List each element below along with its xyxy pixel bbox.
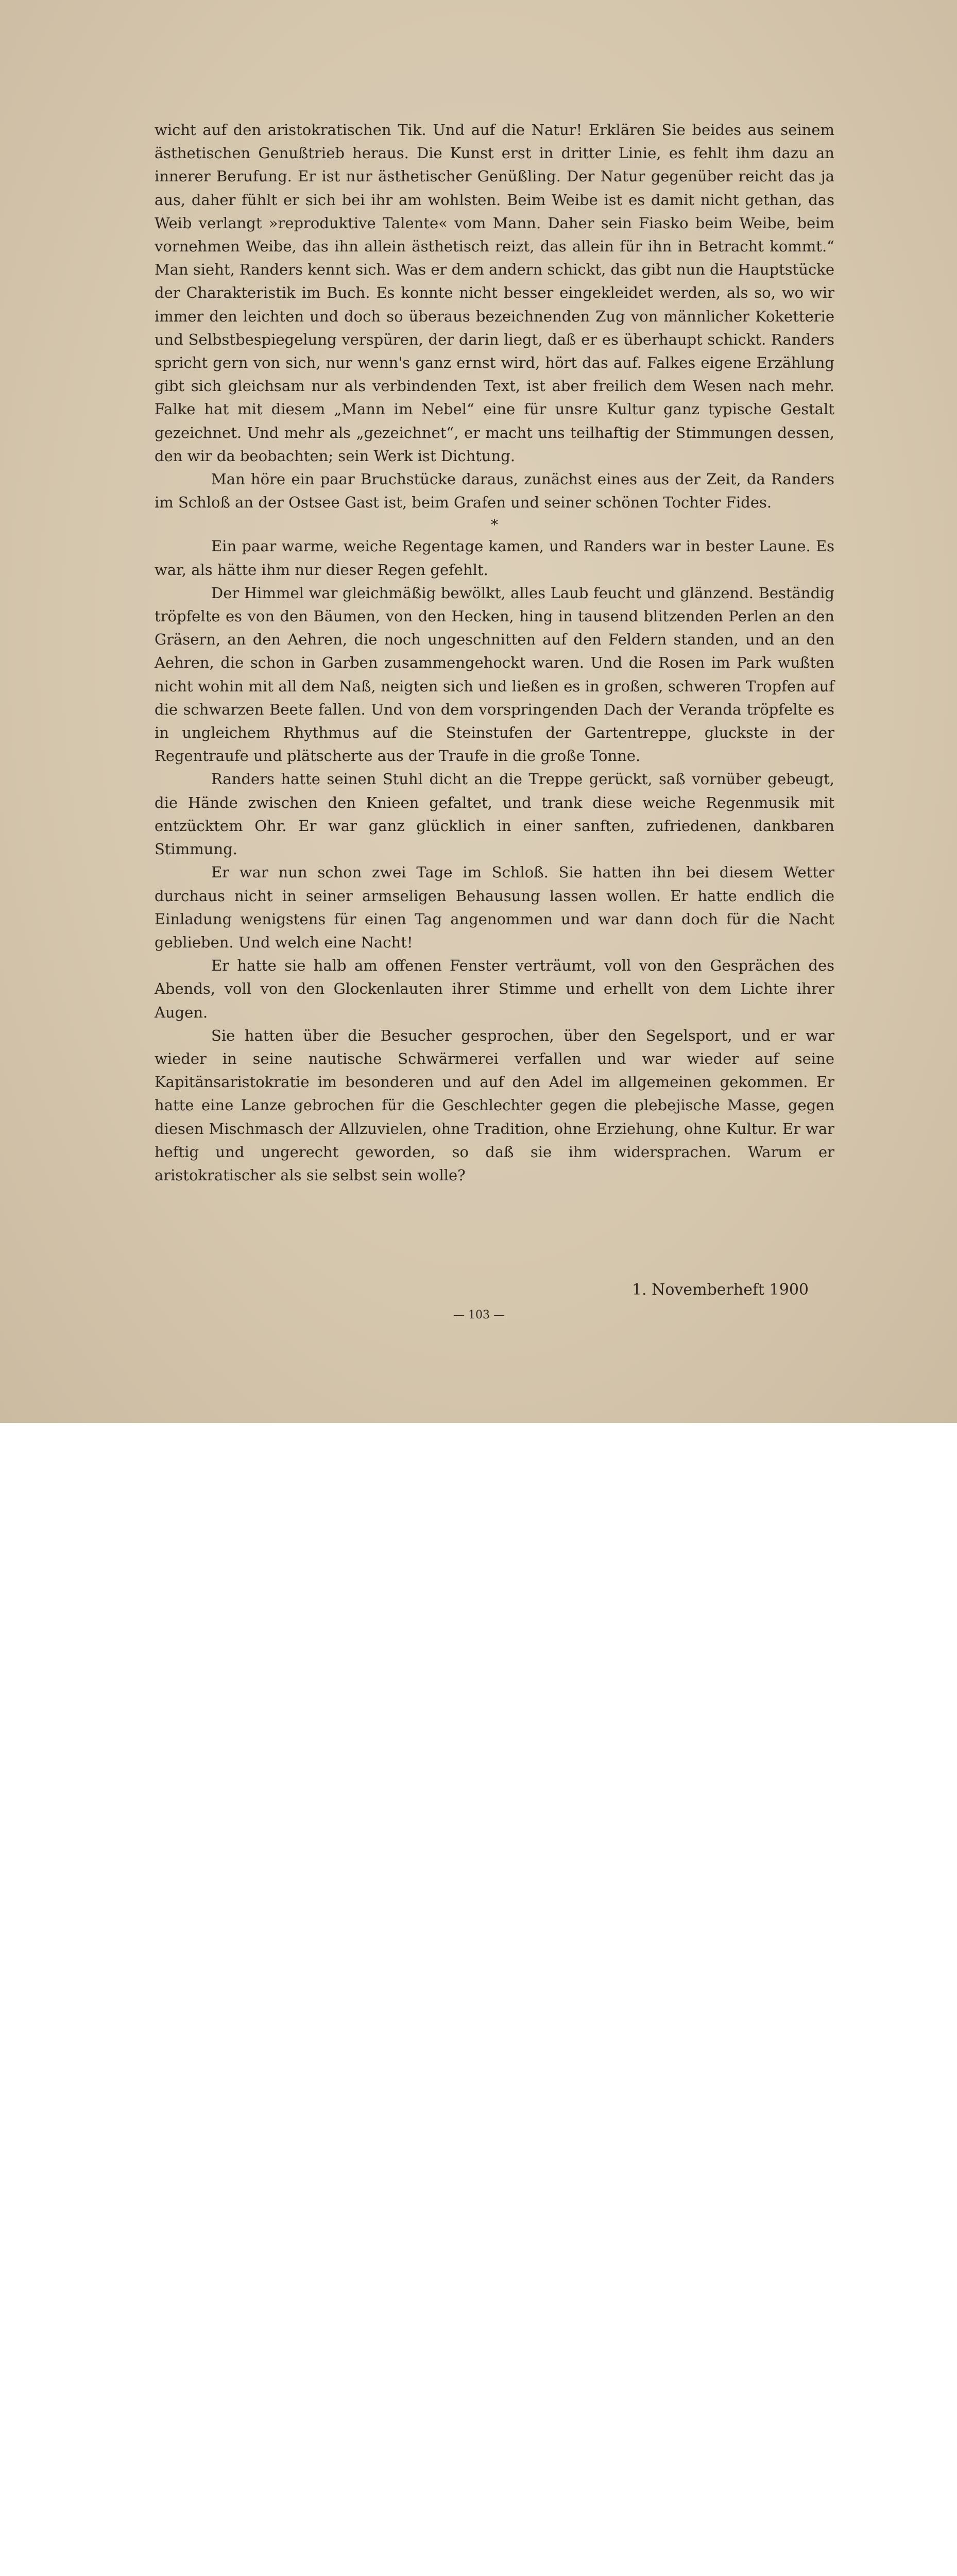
paragraph-7: Er hatte sie halb am offenen Fenster verträumt, voll von den Gesprächen des Abends, voll von den Glockenlauten ihrer Stimme und erhellt von dem Lichte ihrer Augen. — [155, 957, 834, 1021]
issue-label: 1. Novemberheft 1900 — [631, 1281, 809, 1299]
viewer-footer — [0, 1423, 957, 1492]
section-separator: * — [491, 516, 498, 534]
paragraph-6: Er war nun schon zwei Tage im Schloß. Sie hatten ihn bei diesem Wetter durchaus nicht in seiner armseligen Behausung lassen wollen. Er hatte endlich die Einladung wenigstens für einen Tag angenommen und war dann doch für die Nacht geblieben. Und welch eine Nacht! — [155, 863, 834, 951]
paragraph-2: Man höre ein paar Bruchstücke daraus, zunächst eines aus der Zeit, da Randers im Schloß an der Ostsee Gast ist, beim Grafen und seiner schönen Tochter Fides. — [155, 470, 834, 512]
paragraph-4: Der Himmel war gleichmäßig bewölkt, alles Laub feucht und glänzend. Beständig tröpfelte es von den Bäumen, von den Hecken, hing in tausend blitzenden Perlen an den Gräsern, an den Aehren, die noch ungeschnitten auf den Feldern standen, und an den Aehren, die schon in Garben zusammengehockt waren. Und die Rosen im Park wußten nicht wohin mit all dem Naß, neigten sich und ließen es in großen, schweren Tropfen auf die schwarzen Beete fallen. Und von dem vorspringenden Dach der Veranda tröpfelte es in ungleichem Rhythmus auf die Steinstufen der Gartentreppe, gluckste in der Regentraufe und plätscherte aus der Traufe in die große Tonne. — [155, 584, 834, 765]
paragraph-5: Randers hatte seinen Stuhl dicht an die Treppe gerückt, saß vornüber gebeugt, die Hände zwischen den Knieen gefaltet, und trank diese weiche Regenmusik mit entzücktem Ohr. Er war ganz glücklich in einer sanften, zufriedenen, dankbaren Stimmung. — [155, 770, 834, 858]
paragraph-3: Ein paar warme, weiche Regentage kamen, und Randers war in bester Laune. Es war, als hätte ihm nur dieser Regen gefehlt. — [155, 537, 834, 579]
paragraph-1: wicht auf den aristokratischen Tik. Und auf die Natur! Erklären Sie beides aus seinem ästhetischen Genußtrieb heraus. Die Kunst erst in dritter Linie, es fehlt ihm dazu an innerer Berufung. Er ist nur ästhetischer Genüßling. Der Natur gegenüber reicht das ja aus, daher fühlt er sich bei ihr am wohlsten. Beim Weibe ist es damit nicht gethan, das Weib verlangt »reproduktive Talente« vom Mann. Daher sein Fiasko beim Weibe, beim vornehmen Weibe, das ihn allein ästhetisch reizt, das allein für ihn in Betracht kommt.“ Man sieht, Randers kennt sich. Was er dem andern schickt, das gibt nun die Hauptstücke der Charakteristik im Buch. Es konnte nicht besser eingekleidet werden, als so, wo wir immer den leichten und doch so überaus bezeichnenden Zug von männlicher Koketterie und Selbstbespiegelung verspüren, der darin liegt, daß er es überhaupt schickt. Randers spricht gern von sich, nur wenn's ganz ernst wird, hört das auf. Falkes eigene Erzählung gibt sich gleichsam nur als verbindenden Text, ist aber freilich dem Wesen nach mehr. Falke hat mit diesem „Mann im Nebel“ eine für unsre Kultur ganz typische Gestalt gezeichnet. Und mehr als „gezeichnet“, er macht uns teilhaftig der Stimmungen dessen, den wir da beobachten; sein Werk ist Dichtung. — [155, 121, 834, 465]
page-number: — 103 — — [453, 1309, 505, 1321]
paragraph-8: Sie hatten über die Besucher gesprochen, über den Segelsport, und er war wieder in seine nautische Schwärmerei verfallen und war wieder auf seine Kapitänsaristokratie im besonderen und auf den Adel im allgemeinen gekommen. Er hatte eine Lanze gebrochen für die Geschlechter gegen die plebejische Masse, gegen diesen Mischmasch der Allzuvielen, ohne Tradition, ohne Erziehung, ohne Kultur. Er war heftig und ungerecht geworden, so daß sie ihm widersprachen. Warum er aristokratischer als sie selbst sein wolle? — [155, 1026, 834, 1184]
article-text — [155, 118, 834, 1187]
